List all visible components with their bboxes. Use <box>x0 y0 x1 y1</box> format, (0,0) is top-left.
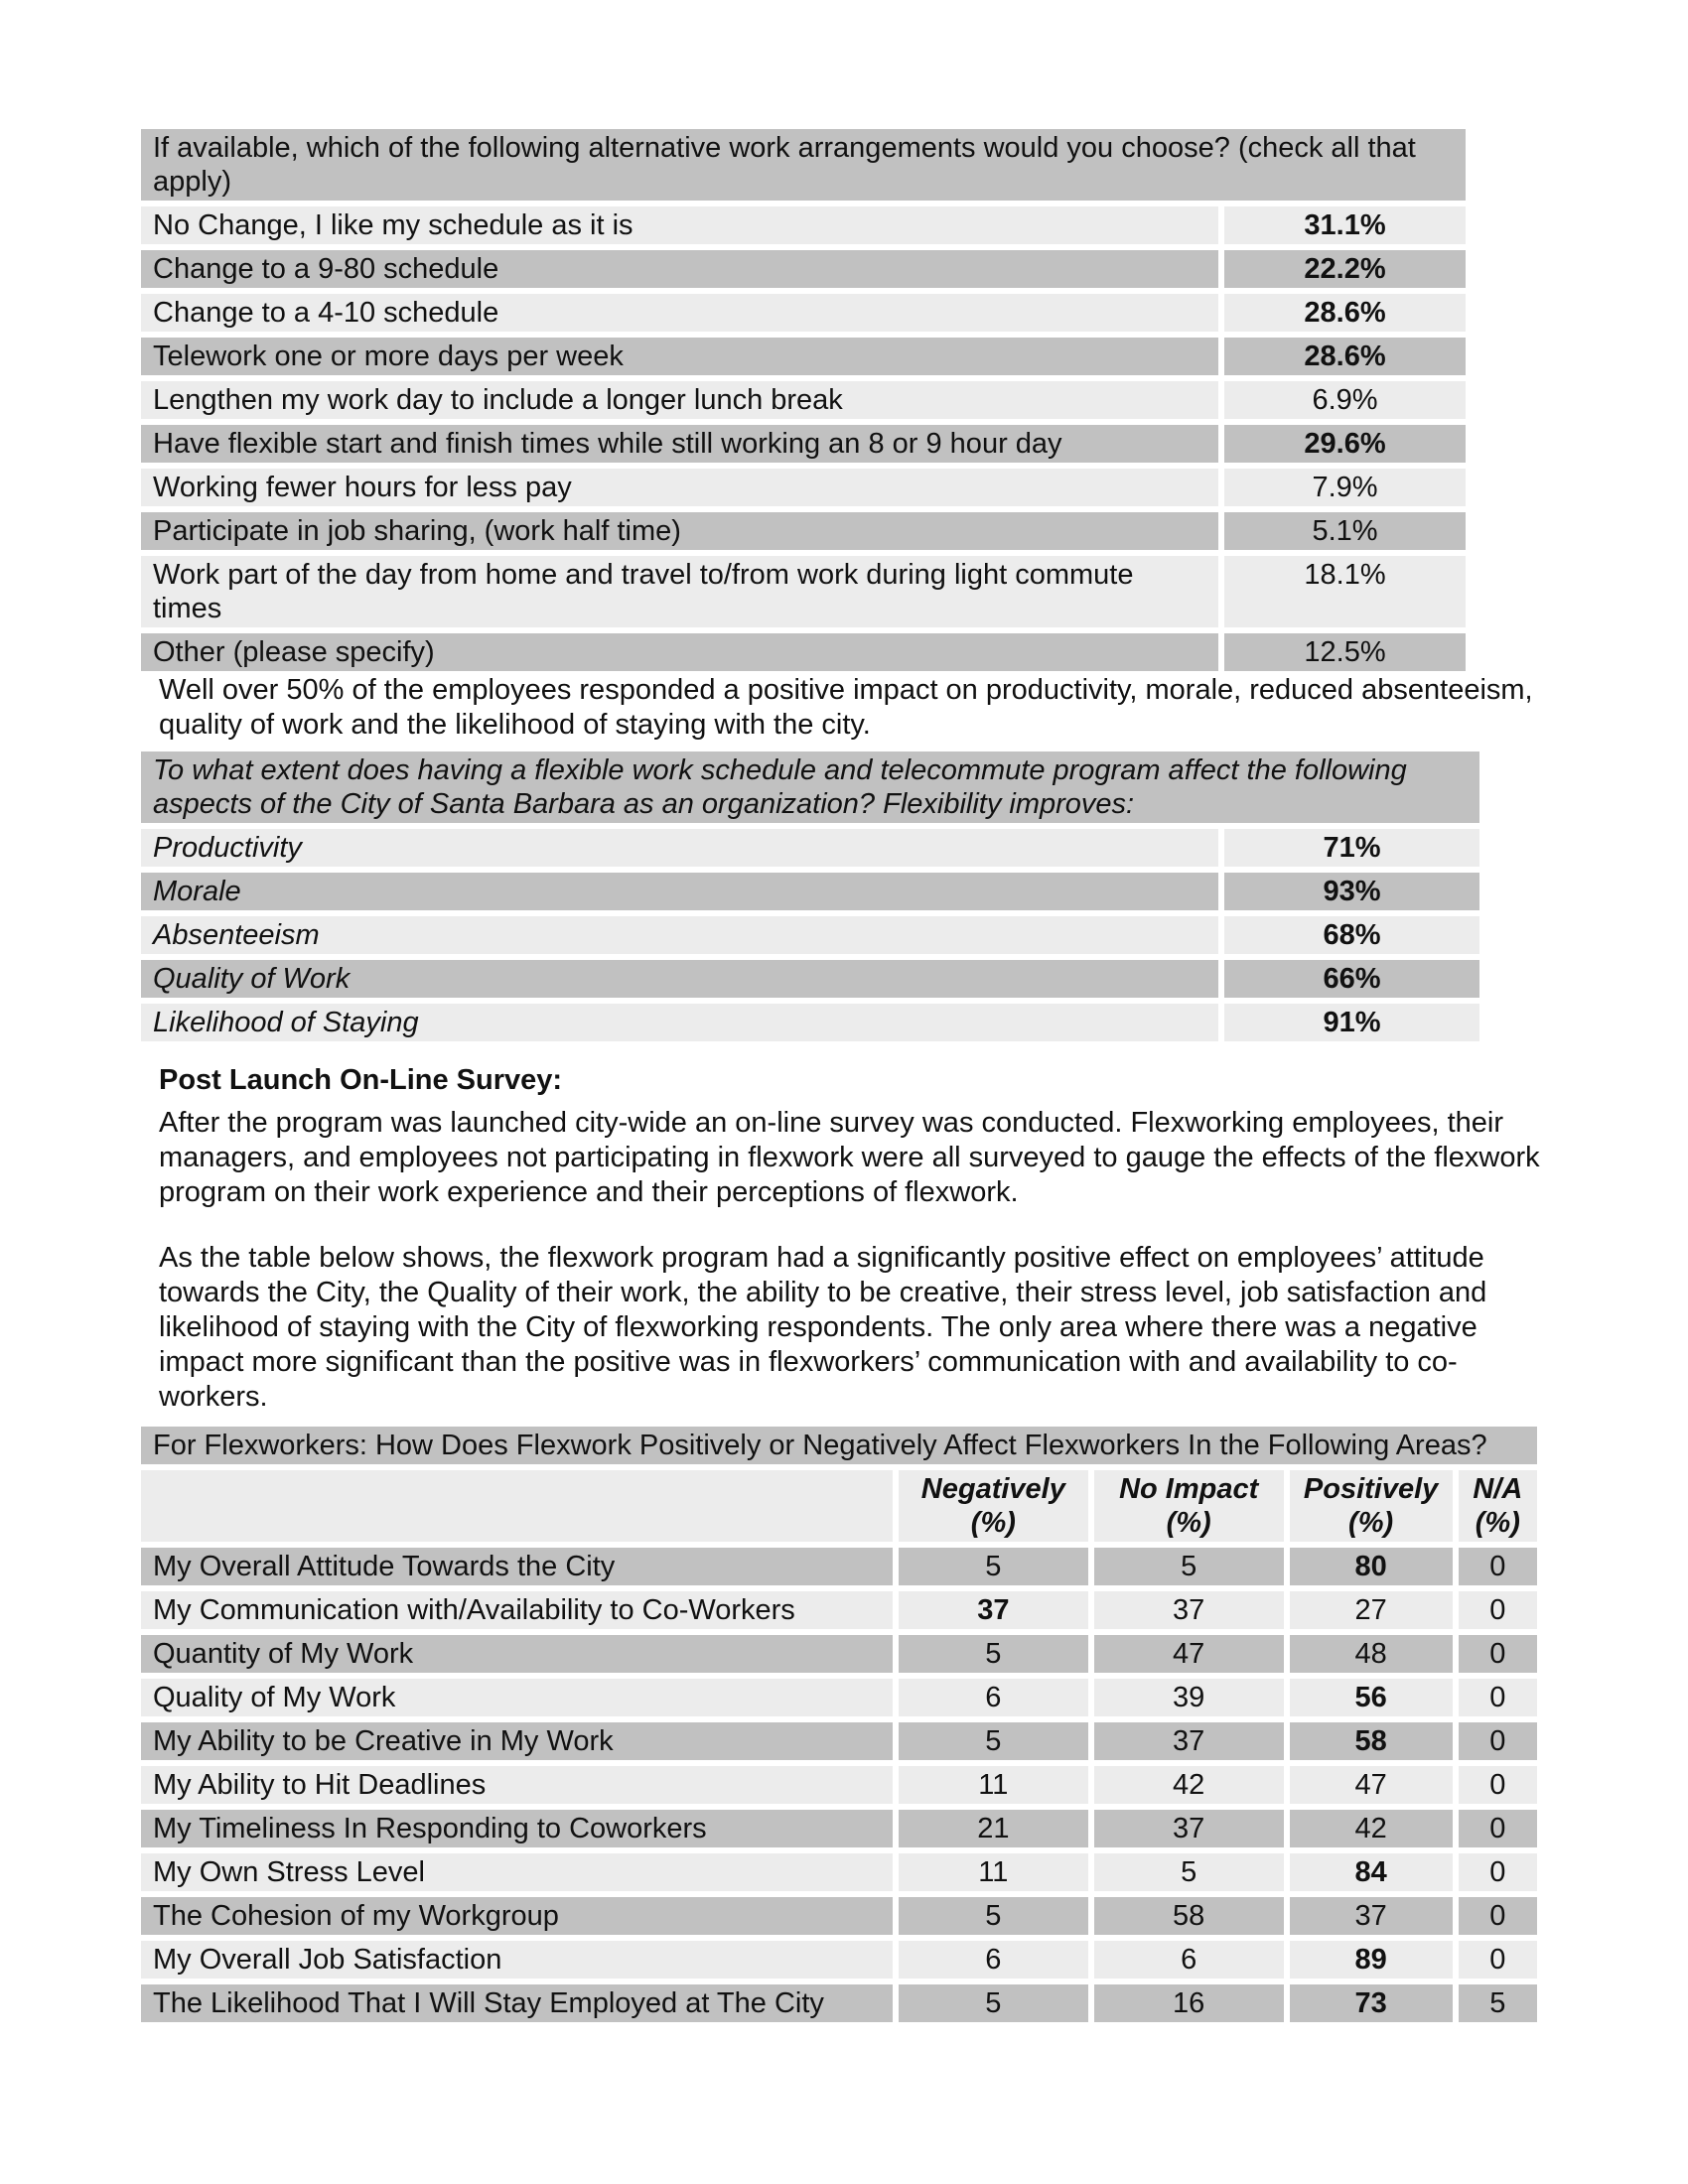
arrangement-label: Change to a 4-10 schedule <box>141 294 1218 332</box>
arrangement-label: Work part of the day from home and travel to/from work during light commute times <box>141 556 1218 627</box>
section-heading: Post Launch On-Line Survey: <box>159 1064 563 1096</box>
column-header-na: N/A (%) <box>1459 1470 1537 1542</box>
arrangement-percent: 5.1% <box>1224 512 1466 550</box>
table-row <box>141 556 1466 627</box>
area-label: My Timeliness In Responding to Coworkers <box>141 1810 893 1847</box>
arrangement-percent: 12.5% <box>1224 633 1466 671</box>
aspect-label: Absenteeism <box>141 916 1218 954</box>
table-row <box>141 1722 1537 1760</box>
arrangement-percent: 28.6% <box>1224 294 1466 332</box>
value-pos: 56 <box>1290 1679 1453 1716</box>
value-pos: 48 <box>1290 1635 1453 1673</box>
aspect-percent: 71% <box>1224 829 1479 867</box>
table-row <box>141 338 1466 375</box>
table-row <box>141 1591 1537 1629</box>
table-row <box>141 206 1466 244</box>
value-pos: 89 <box>1290 1941 1453 1979</box>
value-neg: 11 <box>899 1853 1088 1891</box>
table-row <box>141 633 1466 671</box>
value-neg: 37 <box>899 1591 1088 1629</box>
aspect-label: Likelihood of Staying <box>141 1004 1218 1041</box>
value-pos: 84 <box>1290 1853 1453 1891</box>
value-pos: 37 <box>1290 1897 1453 1935</box>
value-none: 5 <box>1094 1853 1284 1891</box>
table-row <box>141 469 1466 506</box>
column-header-no-impact: No Impact (%) <box>1094 1470 1284 1542</box>
arrangement-percent: 6.9% <box>1224 381 1466 419</box>
table-row <box>141 1984 1537 2022</box>
arrangement-percent: 7.9% <box>1224 469 1466 506</box>
value-pos: 80 <box>1290 1548 1453 1585</box>
value-none: 37 <box>1094 1810 1284 1847</box>
value-neg: 21 <box>899 1810 1088 1847</box>
aspect-percent: 91% <box>1224 1004 1479 1041</box>
value-na: 0 <box>1459 1635 1537 1673</box>
aspect-percent: 93% <box>1224 873 1479 910</box>
area-label: The Likelihood That I Will Stay Employed at The City <box>141 1984 893 2022</box>
value-na: 5 <box>1459 1984 1537 2022</box>
area-label: My Communication with/Availability to Co-Workers <box>141 1591 893 1629</box>
value-none: 37 <box>1094 1722 1284 1760</box>
aspect-label: Morale <box>141 873 1218 910</box>
table-row <box>141 1679 1537 1716</box>
flexworkers-question: For Flexworkers: How Does Flexwork Positively or Negatively Affect Flexworkers In the Following Areas? <box>141 1427 1537 1464</box>
aspect-percent: 68% <box>1224 916 1479 954</box>
value-neg: 5 <box>899 1722 1088 1760</box>
table-row <box>141 512 1466 550</box>
value-none: 47 <box>1094 1635 1284 1673</box>
value-neg: 5 <box>899 1548 1088 1585</box>
value-na: 0 <box>1459 1810 1537 1847</box>
table-row <box>141 1004 1479 1041</box>
value-neg: 5 <box>899 1635 1088 1673</box>
arrangement-label: Telework one or more days per week <box>141 338 1218 375</box>
value-pos: 27 <box>1290 1591 1453 1629</box>
table-row <box>141 294 1466 332</box>
value-na: 0 <box>1459 1853 1537 1891</box>
arrangement-label: Change to a 9-80 schedule <box>141 250 1218 288</box>
area-label: The Cohesion of my Workgroup <box>141 1897 893 1935</box>
table-row <box>141 829 1479 867</box>
table-row <box>141 1810 1537 1847</box>
value-na: 0 <box>1459 1679 1537 1716</box>
value-neg: 6 <box>899 1679 1088 1716</box>
aspect-percent: 66% <box>1224 960 1479 998</box>
results-paragraph: As the table below shows, the flexwork program had a significantly positive effect on employees’ attitude towards the City, the Quality of their work, the ability to be creative, their stress level, job satisfaction and likelihood of staying with the City of flexworking respondents. The only area where there was a negative impact more significant than the positive was in flexworkers’ communication with and availability to co-workers. <box>159 1242 1487 1413</box>
arrangement-percent: 28.6% <box>1224 338 1466 375</box>
work-arrangements-table <box>135 123 1472 677</box>
area-label: My Own Stress Level <box>141 1853 893 1891</box>
value-pos: 42 <box>1290 1810 1453 1847</box>
table-row <box>141 1766 1537 1804</box>
area-label: Quantity of My Work <box>141 1635 893 1673</box>
value-neg: 5 <box>899 1984 1088 2022</box>
column-header-negatively: Negatively (%) <box>899 1470 1088 1542</box>
work-arrangements-question: If available, which of the following alternative work arrangements would you choose? (check all that apply) <box>141 129 1466 201</box>
flexibility-question: To what extent does having a flexible work schedule and telecommute program affect the following aspects of the City of Santa Barbara as an organization? Flexibility improves: <box>141 751 1479 823</box>
value-none: 16 <box>1094 1984 1284 2022</box>
table-row <box>141 1635 1537 1673</box>
value-na: 0 <box>1459 1722 1537 1760</box>
arrangement-percent: 31.1% <box>1224 206 1466 244</box>
arrangement-label: Lengthen my work day to include a longer lunch break <box>141 381 1218 419</box>
column-header-row <box>141 1470 1537 1542</box>
table-row <box>141 960 1479 998</box>
table-row <box>141 916 1479 954</box>
value-neg: 6 <box>899 1941 1088 1979</box>
value-none: 5 <box>1094 1548 1284 1585</box>
aspect-label: Quality of Work <box>141 960 1218 998</box>
value-na: 0 <box>1459 1941 1537 1979</box>
survey-paragraph: After the program was launched city-wide an on-line survey was conducted. Flexworking employees, their managers, and employees not participating in flexwork were all surveyed to gauge the effects of the flexwork program on their work experience and their perceptions of flexwork. <box>159 1107 1540 1208</box>
value-pos: 47 <box>1290 1766 1453 1804</box>
column-header-positively: Positively (%) <box>1290 1470 1453 1542</box>
area-label: Quality of My Work <box>141 1679 893 1716</box>
area-label: My Overall Job Satisfaction <box>141 1941 893 1979</box>
summary-paragraph: Well over 50% of the employees responded a positive impact on productivity, morale, reduced absenteeism, quality of work and the likelihood of staying with the city. <box>159 674 1533 741</box>
value-na: 0 <box>1459 1548 1537 1585</box>
table-row <box>141 1941 1537 1979</box>
value-none: 6 <box>1094 1941 1284 1979</box>
value-none: 39 <box>1094 1679 1284 1716</box>
value-neg: 5 <box>899 1897 1088 1935</box>
arrangement-percent: 18.1% <box>1224 556 1466 627</box>
flexworkers-effects-table <box>135 1421 1543 2028</box>
area-label: My Ability to Hit Deadlines <box>141 1766 893 1804</box>
table-row <box>141 873 1479 910</box>
value-none: 37 <box>1094 1591 1284 1629</box>
area-label: My Overall Attitude Towards the City <box>141 1548 893 1585</box>
value-pos: 73 <box>1290 1984 1453 2022</box>
value-na: 0 <box>1459 1766 1537 1804</box>
flexibility-improves-table <box>135 746 1485 1047</box>
table-row <box>141 250 1466 288</box>
table-row <box>141 1853 1537 1891</box>
value-na: 0 <box>1459 1897 1537 1935</box>
arrangement-percent: 22.2% <box>1224 250 1466 288</box>
table-row <box>141 1548 1537 1585</box>
value-na: 0 <box>1459 1591 1537 1629</box>
arrangement-percent: 29.6% <box>1224 425 1466 463</box>
empty-header-cell <box>141 1470 893 1542</box>
table-row <box>141 425 1466 463</box>
arrangement-label: Participate in job sharing, (work half time) <box>141 512 1218 550</box>
value-none: 42 <box>1094 1766 1284 1804</box>
arrangement-label: Working fewer hours for less pay <box>141 469 1218 506</box>
area-label: My Ability to be Creative in My Work <box>141 1722 893 1760</box>
table-row <box>141 381 1466 419</box>
aspect-label: Productivity <box>141 829 1218 867</box>
table-row <box>141 1897 1537 1935</box>
arrangement-label: Have flexible start and finish times while still working an 8 or 9 hour day <box>141 425 1218 463</box>
value-pos: 58 <box>1290 1722 1453 1760</box>
value-none: 58 <box>1094 1897 1284 1935</box>
value-neg: 11 <box>899 1766 1088 1804</box>
arrangement-label: No Change, I like my schedule as it is <box>141 206 1218 244</box>
arrangement-label: Other (please specify) <box>141 633 1218 671</box>
